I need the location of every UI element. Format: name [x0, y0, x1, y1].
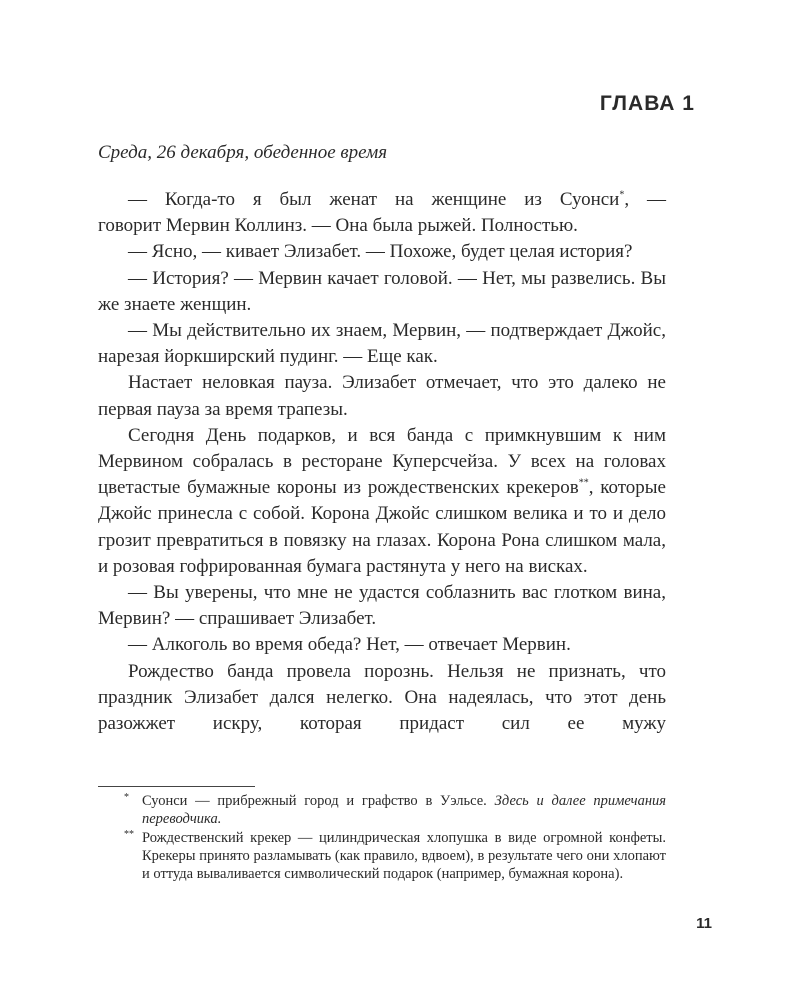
paragraph: — Алкоголь во время обеда? Нет, — отвечает Мервин. — [128, 634, 571, 656]
footnotes — [118, 792, 666, 883]
chapter-subtitle: Среда, 26 декабря, обеденное время — [98, 142, 388, 163]
page-number: 11 — [696, 915, 712, 932]
paragraph: — Ясно, — кивает Элизабет. — Похоже, будет целая история? — [128, 241, 633, 263]
paragraph: — Когда-то я был женат на женщине из Суонси*, — — [128, 189, 667, 210]
footnote-mark: * — [124, 792, 129, 803]
paragraph: — Мы действительно их знаем, Мервин, — подтверждает Джойс, нарезая йоркширский пудинг. — Еще как. — [98, 320, 666, 368]
footnote: * Суонси — прибрежный город и графство в Уэльсе. Здесь и далее примечания переводчика. — [118, 792, 666, 829]
footnote: ** Рождественский крекер — цилиндрическая хлопушка в виде огромной конфеты. Крекеры принято разламывать (как правило, вдвоем), в результате чего они хлопают и оттуда вываливается символический подарок (например, бумажная корона). — [118, 829, 666, 884]
paragraph: говорит Мервин Коллинз. — Она была рыжей. Полностью. — [98, 215, 578, 237]
footnote-ref: * — [619, 189, 625, 201]
footnote-divider — [98, 786, 255, 787]
footnote-mark: ** — [124, 828, 134, 840]
paragraph: Сегодня День подарков, и вся банда с примкнувшим к ним Мервином собралась в ресторане Куперсчейза. У всех на головах цветастые бумажные короны из рождественских крекеров**, которые Джойс принесла с собой. Корона Джойс слишком велика и то и дело грозит превратиться в повязку на глазах. Корона Рона слишком мала, и розовая гофрированная бумага растянута у него на висках. — [98, 424, 666, 577]
paragraph: — История? — Мервин качает головой. — Нет, мы развелись. Вы же знаете женщин. — [98, 267, 666, 315]
paragraph: Настает неловкая пауза. Элизабет отмечает, что это далеко не первая пауза за время трапезы. — [98, 372, 666, 420]
body-text — [98, 187, 666, 737]
paragraph: Рождество банда провела порознь. Нельзя не признать, что праздник Элизабет дался нелегко. Она надеялась, что этот день разожжет искру, которая придаст сил ее мужу — [98, 660, 666, 735]
footnote-ref: ** — [578, 477, 589, 489]
chapter-heading: ГЛАВА 1 — [599, 92, 695, 115]
paragraph: — Вы уверены, что мне не удастся соблазнить вас глотком вина, Мервин? — спрашивает Элизабет. — [98, 582, 666, 630]
